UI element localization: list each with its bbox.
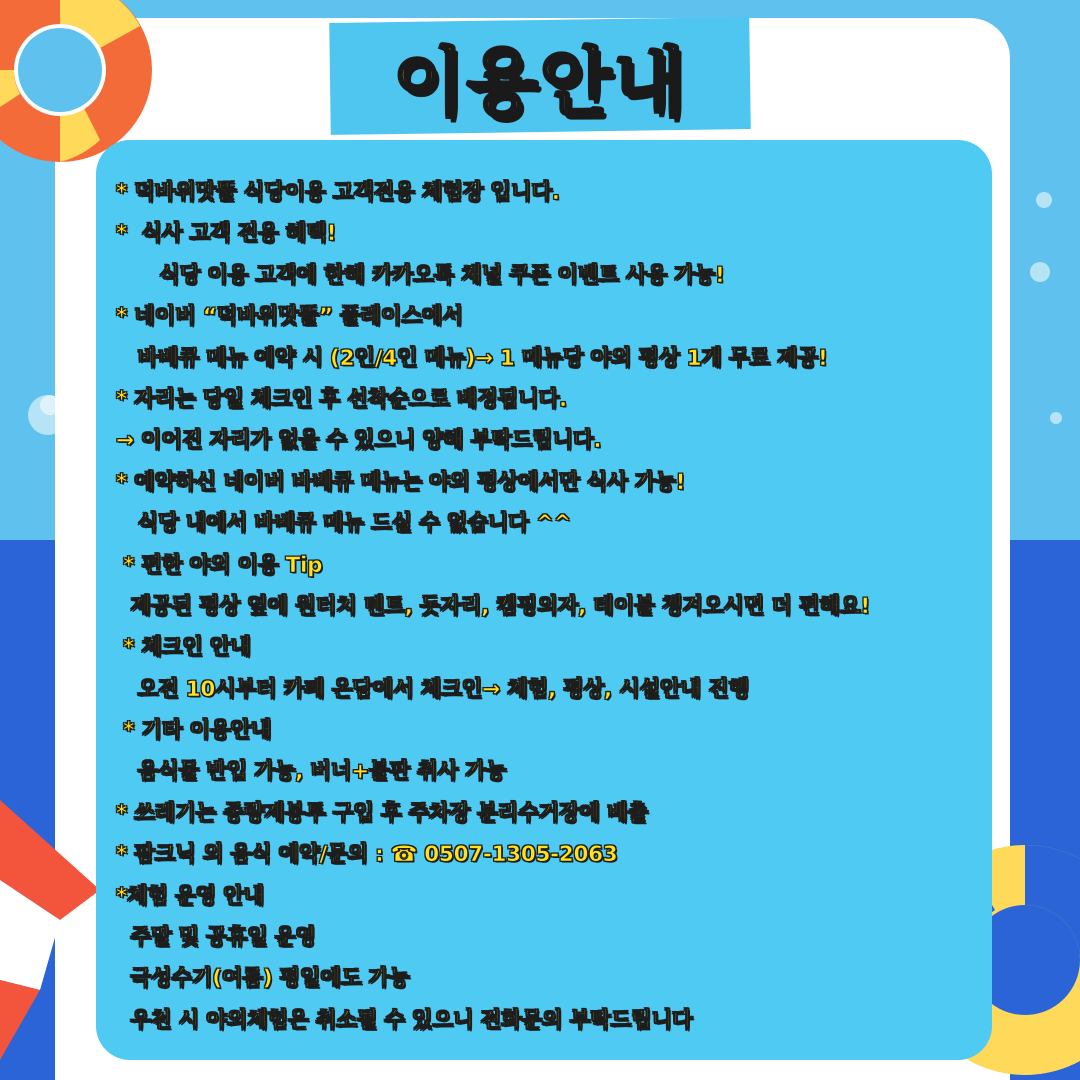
info-line: * 예약하신 네이버 바베큐 메뉴는 야외 평상에서만 식사 가능!: [116, 469, 686, 495]
bubble: [1036, 192, 1052, 208]
info-line: * 체크인 안내: [116, 635, 251, 661]
info-line: * 기타 이용안내: [116, 718, 272, 744]
info-line: * 식사 고객 전용 혜택!: [116, 221, 337, 247]
info-line: → 이어진 자리가 없을 수 있으니 양해 부탁드립니다.: [116, 428, 602, 454]
info-list: [116, 172, 1016, 1041]
info-line: * 쓰레기는 종량제봉투 구입 후 주차장 분리수거장에 배출: [116, 800, 649, 826]
info-line: 바베큐 메뉴 예약 시 (2인/4인 메뉴)→ 1 메뉴당 야외 평상 1개 무료 제공!: [116, 345, 828, 371]
info-line: * 팜크닉 외 음식 예약/문의 : ☎ 0507-1305-2063: [116, 842, 618, 868]
info-line: * 덕바위맛뜰 식당이용 고객전용 체험장 입니다.: [116, 180, 560, 205]
beach-umbrella-icon: [0, 780, 110, 1080]
info-line: 오전 10시부터 카페 온담에서 체크인→ 체험, 평상, 시설안내 진행: [116, 676, 750, 702]
info-line: * 자리는 당일 체크인 후 선착순으로 배정됩니다.: [116, 386, 567, 412]
page-title: 이용안내: [393, 40, 687, 126]
info-line: 음식물 반입 가능, 버너+불판 취사 가능: [116, 759, 507, 785]
info-line: *체험 운영 안내: [116, 883, 265, 909]
info-line: 주말 및 공휴일 운영: [116, 925, 316, 951]
info-line: 우천 시 야외체험은 취소될 수 있으니 전화문의 부탁드립니다: [116, 1007, 693, 1033]
bubble: [1030, 262, 1050, 282]
info-line: 제공된 평상 옆에 원터치 텐트, 돗자리, 캠핑의자, 테이블 챙겨오시면 더 편해요!: [116, 593, 870, 619]
info-line: 극성수기(여름) 평일에도 가능: [116, 966, 410, 992]
info-line: 식당 이용 고객에 한해 카카오톡 채널 쿠폰 이벤트 사용 가능!: [116, 262, 725, 288]
bubble: [1050, 412, 1062, 424]
info-line: 식당 내에서 바베큐 메뉴 드실 수 없습니다 ^^: [116, 511, 572, 537]
bubble: [40, 395, 60, 415]
info-line: * 편한 야외 이용 Tip: [116, 552, 323, 578]
info-line: * 네이버 “덕바위맛뜰” 플레이스에서: [116, 304, 463, 330]
